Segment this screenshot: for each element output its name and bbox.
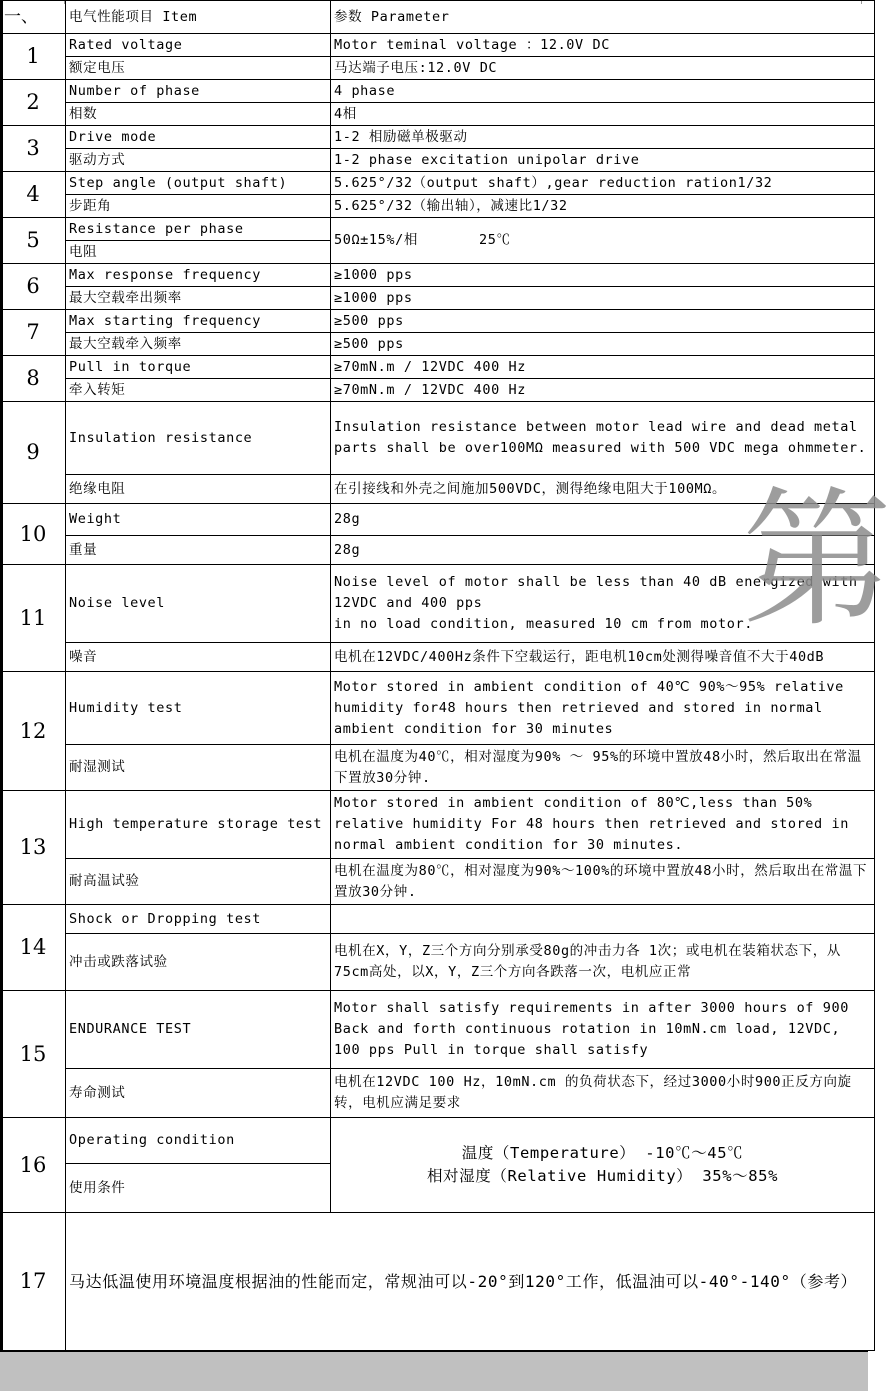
humidity-line: 相对湿度（Relative Humidity） 35%～85% [426, 1167, 779, 1185]
left-border [0, 0, 3, 1350]
item-cn: 冲击或跌落试验 [66, 934, 331, 991]
param-en: ≥1000 pps [331, 264, 875, 287]
param-en: ≥70mN.m / 12VDC 400 Hz [331, 356, 875, 379]
bottom-band [0, 1350, 868, 1391]
row-number: 6 [1, 264, 66, 310]
item-cn: 寿命测试 [66, 1069, 331, 1118]
table-row [1, 34, 875, 57]
param-cn: ≥1000 pps [331, 287, 875, 310]
item-cn: 相数 [66, 103, 331, 126]
param-cn: 5.625°/32（输出轴），减速比1/32 [331, 195, 875, 218]
param-cn: 电机在温度为80℃，相对湿度为90%～100%的环境中置放48小时，然后取出在常温下置放30分钟. [331, 859, 875, 905]
table-row [1, 149, 875, 172]
table-row [1, 379, 875, 402]
row-number: 11 [1, 565, 66, 672]
param-en: Motor teminal voltage ：12.0V DC [331, 34, 875, 57]
table-row [1, 310, 875, 333]
item-en: Max response frequency [66, 264, 331, 287]
table-row [1, 791, 875, 859]
table-row [1, 172, 875, 195]
item-cn: 牵入转矩 [66, 379, 331, 402]
table-row [1, 672, 875, 745]
item-en: Weight [66, 504, 331, 536]
param-cn: 电机在12VDC 100 Hz，10mN.cm 的负荷状态下，经过3000小时900正反方向旋转，电机应满足要求 [331, 1069, 875, 1118]
row-number: 1 [1, 34, 66, 80]
row-number: 12 [1, 672, 66, 791]
table-row [1, 57, 875, 80]
param-cn: 电机在X，Y，Z三个方向分别承受80g的冲击力各 1次；或电机在装箱状态下，从75cm高处，以X，Y，Z三个方向各跌落一次，电机应正常 [331, 934, 875, 991]
param-en: 5.625°/32（output shaft）,gear reduction ration1/32 [331, 172, 875, 195]
param-cn: 电机在温度为40℃，相对湿度为90% ～ 95%的环境中置放48小时，然后取出在常温下置放30分钟. [331, 745, 875, 791]
note-text: 马达低温使用环境温度根据油的性能而定，常规油可以-20°到120°工作，低温油可以-40°-140°（参考） [66, 1213, 875, 1351]
item-cn: 步距角 [66, 195, 331, 218]
table-row [1, 991, 875, 1069]
item-en: High temperature storage test [66, 791, 331, 859]
table-row [1, 1213, 875, 1351]
param-en: 1-2 相励磁单极驱动 [331, 126, 875, 149]
table-row [1, 287, 875, 310]
table-row [1, 934, 875, 991]
table-row [1, 264, 875, 287]
header-row [1, 1, 875, 34]
row-number: 9 [1, 402, 66, 504]
row-number: 15 [1, 991, 66, 1118]
row-number: 4 [1, 172, 66, 218]
param-cn: 电机在12VDC/400Hz条件下空载运行，距电机10cm处测得噪音值不大于40dB [331, 643, 875, 672]
item-cn: 耐湿测试 [66, 745, 331, 791]
item-cn: 使用条件 [66, 1164, 331, 1213]
param-en: Motor shall satisfy requirements in after 3000 hours of 900 Back and forth continuous rotation in 10mN.cm load, 12VDC, 100 pps Pull in torque shall satisfy [331, 991, 875, 1069]
param-en: Noise level of motor shall be less than 40 dB energized with 12VDC and 400 pps in no load condition, measured 10 cm from motor. [331, 565, 875, 643]
param-en: 4 phase [331, 80, 875, 103]
item-en: Insulation resistance [66, 402, 331, 475]
param-cn: 马达端子电压:12.0V DC [331, 57, 875, 80]
item-column-header: 电气性能项目 Item [66, 1, 331, 34]
row-number: 7 [1, 310, 66, 356]
param-en: ≥500 pps [331, 310, 875, 333]
param-merged: 50Ω±15%/相 25℃ [331, 218, 875, 264]
item-en: Pull in torque [66, 356, 331, 379]
item-en: Step angle (output shaft) [66, 172, 331, 195]
parameter-column-header: 参数 Parameter [331, 1, 875, 34]
table-row [1, 1118, 875, 1164]
item-en: Noise level [66, 565, 331, 643]
table-row [1, 745, 875, 791]
table-row [1, 905, 875, 934]
param-en: Insulation resistance between motor lead wire and dead metal parts shall be over100MΩ measured with 500 VDC mega ohmmeter. [331, 402, 875, 475]
item-cn: 耐高温试验 [66, 859, 331, 905]
table-row [1, 859, 875, 905]
param-merged [331, 1118, 875, 1213]
param-en: 28g [331, 504, 875, 536]
item-en: Humidity test [66, 672, 331, 745]
table-row [1, 218, 875, 241]
table-row [1, 1069, 875, 1118]
row-number: 14 [1, 905, 66, 991]
item-en: Shock or Dropping test [66, 905, 331, 934]
param-cn: ≥70mN.m / 12VDC 400 Hz [331, 379, 875, 402]
row-number: 17 [1, 1213, 66, 1351]
temperature-line: 温度（Temperature） -10℃～45℃ [461, 1144, 744, 1162]
param-cn: ≥500 pps [331, 333, 875, 356]
table-row [1, 402, 875, 475]
row-number: 13 [1, 791, 66, 905]
item-en: ENDURANCE TEST [66, 991, 331, 1069]
item-cn: 电阻 [66, 241, 331, 264]
item-en: Operating condition [66, 1118, 331, 1164]
table-row [1, 333, 875, 356]
item-cn: 最大空载牵出频率 [66, 287, 331, 310]
item-cn: 噪音 [66, 643, 331, 672]
item-cn: 绝缘电阻 [66, 475, 331, 504]
item-en: Rated voltage [66, 34, 331, 57]
item-en: Max starting frequency [66, 310, 331, 333]
table-row [1, 356, 875, 379]
item-cn: 驱动方式 [66, 149, 331, 172]
item-cn: 最大空载牵入频率 [66, 333, 331, 356]
row-number: 2 [1, 80, 66, 126]
table-row [1, 195, 875, 218]
param-cn: 4相 [331, 103, 875, 126]
param-en: Motor stored in ambient condition of 80℃,less than 50% relative humidity For 48 hours then retrieved and stored in normal ambient condition for 30 minutes. [331, 791, 875, 859]
table-row [1, 126, 875, 149]
item-en: Number of phase [66, 80, 331, 103]
param-en: Motor stored in ambient condition of 40℃ 90%～95% relative humidity for48 hours then retrieved and stored in normal ambient condition for 30 minutes [331, 672, 875, 745]
watermark: 第 [742, 474, 892, 648]
section-number: 一、 [1, 1, 66, 34]
param-en [331, 905, 875, 934]
table-row [1, 103, 875, 126]
row-number: 5 [1, 218, 66, 264]
param-cn: 在引接线和外壳之间施加500VDC，测得绝缘电阻大于100MΩ。 [331, 475, 875, 504]
item-en: Drive mode [66, 126, 331, 149]
item-en: Resistance per phase [66, 218, 331, 241]
item-cn: 额定电压 [66, 57, 331, 80]
row-number: 3 [1, 126, 66, 172]
row-number: 16 [1, 1118, 66, 1213]
param-cn: 1-2 phase excitation unipolar drive [331, 149, 875, 172]
param-cn: 28g [331, 536, 875, 565]
item-cn: 重量 [66, 536, 331, 565]
table-row [1, 80, 875, 103]
row-number: 10 [1, 504, 66, 565]
row-number: 8 [1, 356, 66, 402]
